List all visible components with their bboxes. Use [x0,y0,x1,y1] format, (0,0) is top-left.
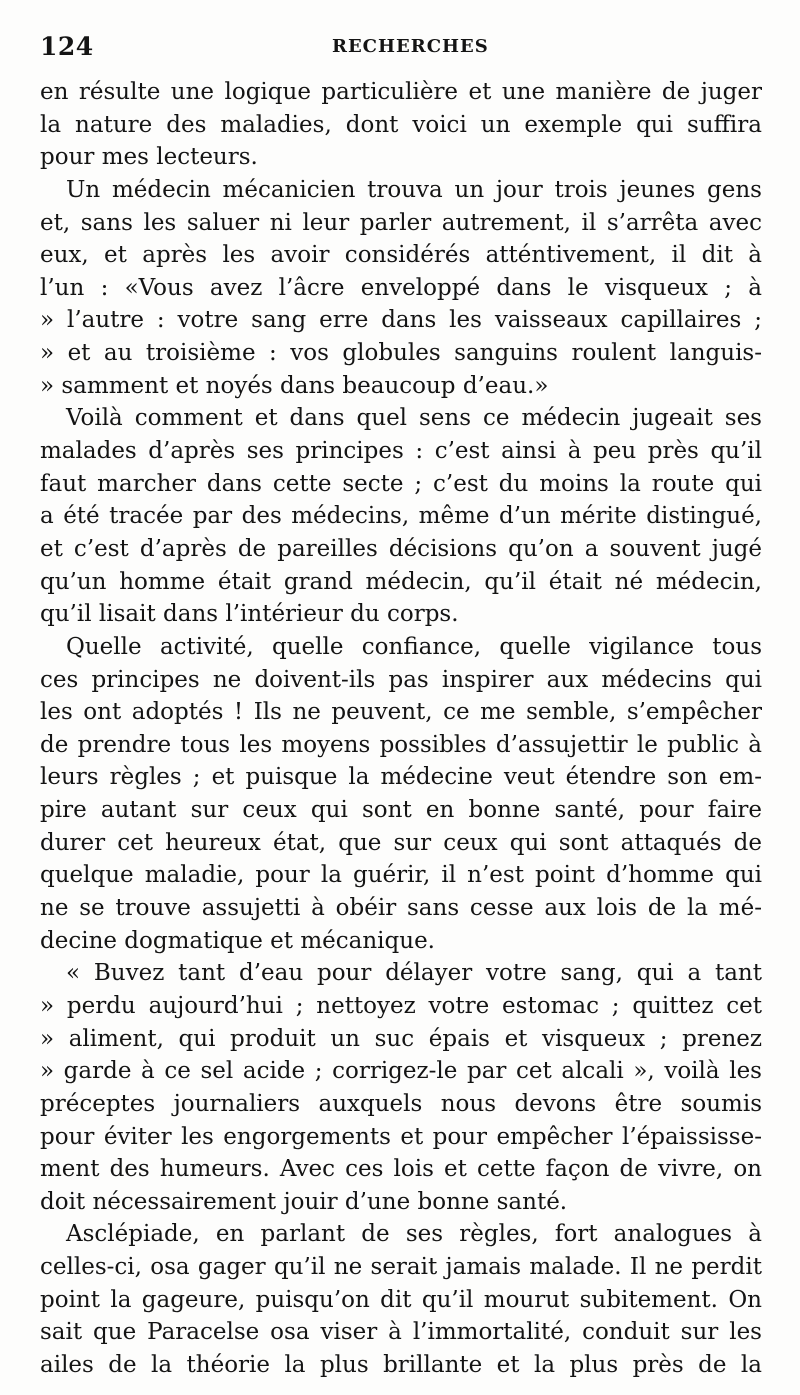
text-line: et c’est d’après de pareilles décisions qu’on a souvent jugé [40,535,762,562]
text-line: sait que Paracelse osa viser à l’immortalité, conduit sur les [40,1319,762,1346]
text-line: » garde à ce sel acide ; corrigez-le par cet alcali », voilà les [40,1058,762,1085]
text-line: durer cet heureux état, que sur ceux qui sont attaqués de [40,829,762,856]
text-line: l’un : «Vous avez l’âcre enveloppé dans le visqueux ; à [40,274,762,301]
text-line: » et au troisième : vos globules sanguins roulent languis- [40,340,762,367]
text-line: » l’autre : votre sang erre dans les vaisseaux capillaires ; [40,307,762,334]
text-line: » samment et noyés dans beaucoup d’eau.» [40,372,549,399]
text-line: » perdu aujourd’hui ; nettoyez votre estomac ; quittez cet [40,992,762,1019]
text-line: quelque maladie, pour la guérir, il n’est point d’homme qui [40,862,762,889]
text-line: pour éviter les engorgements et pour empêcher l’épaississe- [40,1123,762,1150]
text-line: » aliment, qui produit un suc épais et visqueux ; prenez [40,1025,762,1052]
text-line: qu’il lisait dans l’intérieur du corps. [40,601,459,628]
text-line: de prendre tous les moyens possibles d’assujettir le public à [40,731,762,758]
page-number: 124 [40,32,94,61]
text-line: Un médecin mécanicien trouva un jour trois jeunes gens [66,176,762,203]
text-line: préceptes journaliers auxquels nous devons être soumis [40,1090,762,1117]
text-line: ne se trouve assujetti à obéir sans cesse aux lois de la mé- [40,895,762,922]
text-line: les ont adoptés ! Ils ne peuvent, ce me semble, s’empêcher [40,699,762,726]
running-title: RECHERCHES [332,36,489,57]
text-line: la nature des maladies, dont voici un exemple qui suffira [40,111,762,138]
text-line: ces principes ne doivent-ils pas inspirer aux médecins qui [40,666,762,693]
text-line: celles-ci, osa gager qu’il ne serait jamais malade. Il ne perdit [40,1254,762,1281]
page-body-text [40,76,762,1382]
text-line: et, sans les saluer ni leur parler autrement, il s’arrêta avec [40,209,762,236]
text-line: a été tracée par des médecins, même d’un mérite distingué, [40,503,762,530]
text-line: pire autant sur ceux qui sont en bonne santé, pour faire [40,797,762,824]
text-line: pour mes lecteurs. [40,144,258,171]
text-line: eux, et après les avoir considérés atténtivement, il dit à [40,242,762,269]
running-head [40,32,760,66]
text-line: leurs règles ; et puisque la médecine veut étendre son em- [40,764,762,791]
text-line: malades d’après ses principes : c’est ainsi à peu près qu’il [40,438,762,465]
text-line: decine dogmatique et mécanique. [40,927,435,954]
text-line: ment des humeurs. Avec ces lois et cette façon de vivre, on [40,1156,762,1183]
text-line: « Buvez tant d’eau pour délayer votre sang, qui a tant [66,960,762,987]
text-line: Voilà comment et dans quel sens ce médecin jugeait ses [66,405,762,432]
text-line: Asclépiade, en parlant de ses règles, fort analogues à [66,1221,762,1248]
text-line: Quelle activité, quelle confiance, quelle vigilance tous [66,633,762,660]
text-line: en résulte une logique particulière et une manière de juger [40,79,762,105]
text-line: ailes de la théorie la plus brillante et la plus près de la [40,1351,762,1378]
text-line: point la gageure, puisqu’on dit qu’il mourut subitement. On [40,1286,762,1313]
text-line: qu’un homme était grand médecin, qu’il était né médecin, [40,568,762,595]
text-line: faut marcher dans cette secte ; c’est du moins la route qui [40,470,762,497]
text-line: doit nécessairement jouir d’une bonne santé. [40,1188,568,1215]
